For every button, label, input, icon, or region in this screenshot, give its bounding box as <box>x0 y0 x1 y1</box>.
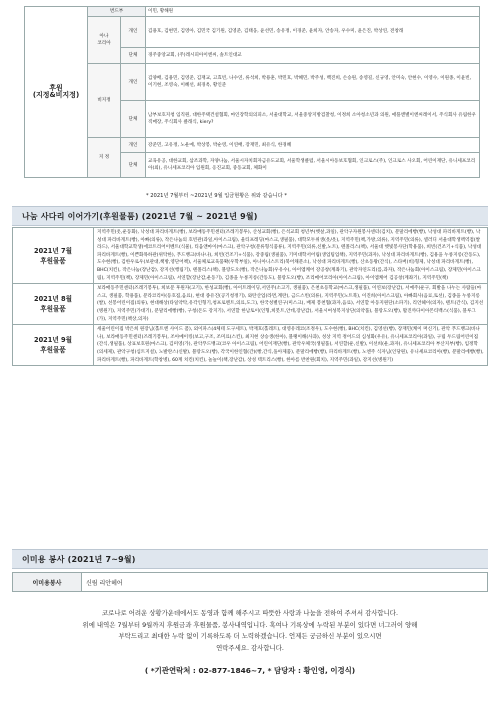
closing-message <box>24 608 476 654</box>
closing-line: 연락주세요. 감사합니다. <box>216 643 284 652</box>
group-name: 비지정 <box>88 64 121 138</box>
row-type: 단체 <box>121 101 146 138</box>
row-text: 김양배, 김용민, 김영준, 김재교, 고효빈, 나수연, 류석희, 박용훈, 박민호, 박혜민, 박주성, 백진희, 손승원, 송영길, 신규영, 안미숙, 안현수, 이영수, 이원종, 이윤빈, 이기현, 조영숙, 이혜선, 최경옥, 황인준 <box>146 64 480 101</box>
row-text: 김용호, 김현민, 김영아, 김민국 김기원, 김영준, 김태웅, 윤선민, 송유정, 이경준, 윤희자, 안송자, 우수미, 윤은진, 박상연, 전창래 <box>146 17 480 48</box>
closing-line: 부탁드리고 최대한 누락 없이 기록하도록 더 노력하겠습니다. 언제든 궁금하신 부분이 있으시면 <box>118 632 382 640</box>
items-text: 지역주민(옷,운동화), 낙성대 파리바게트(빵), 보라매동주민센터(즈레기봉투), 산성교회(빵), 은석교회 청년부(햇살,과일), 관악구자원봉사센터(김치), 분말리에빵(빵), 낙성대 파리바게트(빵), 낙성대 파리바게트(빵), 아빠(의류), 작은나눔의 호빈관(과일,아이스크림), 울티프레딩(마스크,생필품), 대학모두위생(옷/옷), 지역주민(책,가방,의류), 지역주민(의류), 셀러디 서울대학생맥역점(쌀라드), 서울대학교학생(에코트리어이벤트(식물), 티움앤마이(마스크), 관악구청(분류형식품류), 지역주민(의류,신발,노트), 텐폴리스(책), 서울대 햇빛봉사단(학용품), 희빈(건조기+식품), 낙성대 파리바게트(빵), 이쁜화목하관(위탁한), 푸드뱅크(바나나), 희빈(건조기+식품), 강중림(생필품), 기미대학서어림(생업팀업책), 지역주민(과자), 낙성대 파리바게트(빵), 김용을 누룽지롱(간동도), 도수현(빵), 김한우로우(보관대,책방,영단어책), 서울체로교육품확(우학부일), 아니아니스트리(북어채분소), 낙성대 파리바게트(빵), 산초동왕(간식), 스타버(비)형제, 낙성대 파리바게트(빵), BHC(치킨), 작은나눔(장난감), 강지선(행림기), 텐폴리스(책), 블랑도오(빵), 작은나눔회(우유수), 아이엠케어 강공창(계좌기), 관악자연도리(를,과자), 작은나눔회(아이스크림), 장제민(아이스크림), 지역주민(책), 장제민(아이스크림), 서연할(장난감,운동기), 김종을 누룽지롱(간동도), 블랑도오(빵), 조리메어코리아(아이스크림), 아이엠케어 김공창(계좌기), 지역주민(책) <box>94 228 488 284</box>
beauty-table <box>12 572 488 592</box>
beauty-text: 신림 리안헤어 <box>82 573 488 592</box>
row-text: 교육유공, 대한교회, 삼조과학, 자양나눔, 서울시자치회자금유도교회, 서울학생클럽, 서울시아동보호협회, 인크로스(주), 인크로스 사오회, 어린이재단, 유니셰프코리아(외), 유니세프코리아 입원회, 옹진교회, 중동교회, 체화이 <box>146 153 480 178</box>
support-header-row <box>25 7 480 17</box>
group-name: 지 정 <box>88 138 121 178</box>
table-row <box>25 138 480 153</box>
month-label: 2021년 7월 후원물품 <box>13 228 94 284</box>
sharing-section-title: 나눔 사다리 이어가기(후원물품) (2021년 7월 ~ 2021년 9월) <box>22 212 258 221</box>
row-text: 남부보호지청 임직원, 대한주택건설협회, 마인장학의의피소, 서울대학교, 서울중앙지방검찰청, 이정희 소아청소년과 의원, 애플앤별이엔씨레이서, 주식회사 유림한우직매장, 주식회사 클래식, kiery? <box>146 101 480 138</box>
row-text: 강준민, 고유정, 노운예, 박상봉, 박순영, 이연배, 장재민, 최유식, 한경혜 <box>146 138 480 153</box>
row-type: 단체 <box>121 47 146 63</box>
items-text: 세울어린이집 박은희 원장님(홀트엔 사이드 폼), 외이파스(4체테 도구세트), 박재호(홀레트), 대영유레코(조정우), 도수현(빵), BHC(치킨), 김영선(빵), 장재민(케이 머신기), 관악 푸드뱅크(바나나), 보라매동주민센터(즈레기봉투), 조아메이킹(보고,구조, 조미료(스킨), 최지현 상승생(한아), 블랭이해(사과), 성상 지역 정어드의 심성화(우유), 유니셰프코리아(과일), 구립 두드림어린이집(간식,생필품), 상표보호원(마스크), 김미영(가), 관악푸드뱅크(코우 아이스크림), 어린이재단(빵), 관악우체국(생필품), 서연할(운,신발), 이선희(운,과자), 유니셰프코리아 부산지부(빵), 임정학(의세제), 관악구청(심트지설), 노발란스(신발), 블랑도오(빵), 각국이한인협(간)(빵,간식,돌아제품), 분말리에빵(빵), 파리바게트(빵), 노엔주 식자님(인당원), 유니셰프코리아(빵), 분말리에빵(빵), 파리바게트(빵), 파리바게트(학창병), 60계 치킨(치킨), 놀놀이(책,장난감), 상성 텍트리스(빵), 한아름 반찬원(회치), 지역주민(과일), 강지선(병원기) <box>94 325 488 366</box>
table-row <box>13 284 488 325</box>
support-header-label: 번드부 <box>88 7 146 17</box>
row-type: 개인 <box>121 138 146 153</box>
beauty-section-header <box>12 549 488 569</box>
table-row <box>13 573 488 592</box>
support-table <box>24 6 480 178</box>
row-type: 단체 <box>121 153 146 178</box>
row-type: 개인 <box>121 64 146 101</box>
support-header-value: 이민, 황해원 <box>146 7 480 17</box>
support-note: * 2021년 7월부터 ~2021년 9월 입금현황은 위와 같습니다 * <box>146 193 287 199</box>
sharing-section-header <box>12 206 488 226</box>
beauty-label: 이미용봉사 <box>13 573 82 592</box>
month-label: 2021년 9월 후원물품 <box>13 325 94 366</box>
contact-info: ( *기관연락처 : 02-877-1846~7, * 담당자 : 황인영, 이경식) <box>144 666 356 675</box>
beauty-section-title: 이미용 봉사 (2021년 7~9월) <box>22 555 136 564</box>
table-row <box>13 325 488 366</box>
sharing-table <box>12 227 488 366</box>
month-label: 2021년 8월 후원물품 <box>13 284 94 325</box>
table-row <box>25 64 480 101</box>
support-category: 후원 (지정&비지정) <box>25 7 88 178</box>
group-name: 아나 코리아 <box>88 17 121 64</box>
closing-line: 위에 내역은 7월부터 9월까지 후원금과 후원물품, 봉사내역입니다. 혹여나 기록상에 누락된 부분이 있다면 너그러이 양해 <box>82 620 418 629</box>
row-text: 경주중앙교회, (주)레시피아이엔씨, 솔트인대교 <box>146 47 480 63</box>
items-text: 보라매동주민센터(즈레기봉투), 희보문 후원자(고기), 한성교회(빵), 아이트레이딩,서연주(소고기, 생필품), 은천초등학교(마스크,생필품), 이연보(장난감), 서예주(운구, 회발을 나누는 사람들(마스크, 생필품, 학용품), 분라코리아(등호집,음료), 현대 종유진(공기청정기), 와탄산업(라면,계란), 금드스빈(의류), 지역주민(노트북), 이진희(아이스크림), 아빠회사(음료,토선), 김종을 누룽지롱(쌀), 선봉어린이집(의류), 현대해상(타일약탁,유각인형기,청프로멘트,의료,도그), 한국성별연구(미스크), 배제 봉천협(과자,음료), 서연할 아동지원단(소파기), 리언헤이(의자), 텐트(간식), 김지선(병원기), 지역주민(가대기), 분말리에빵(빵), 구청(돈도 강지기), 서연할 한남토이(인형,희봇트,안데,장난감), 서울시여성복지상단(의약품), 블랑도오(빵), 활진까다이아몬티백스(식품), 블루그(가), 지역주민(책상,의자) <box>94 284 488 325</box>
row-type: 개인 <box>121 17 146 48</box>
table-row <box>25 17 480 48</box>
closing-line: 코로나로 어려운 상황가운데에서도 동영과 함께 해주시고 따뜻한 사랑과 나눔을 전하여 주셔서 감사합니다. <box>101 609 398 617</box>
table-row <box>13 228 488 284</box>
